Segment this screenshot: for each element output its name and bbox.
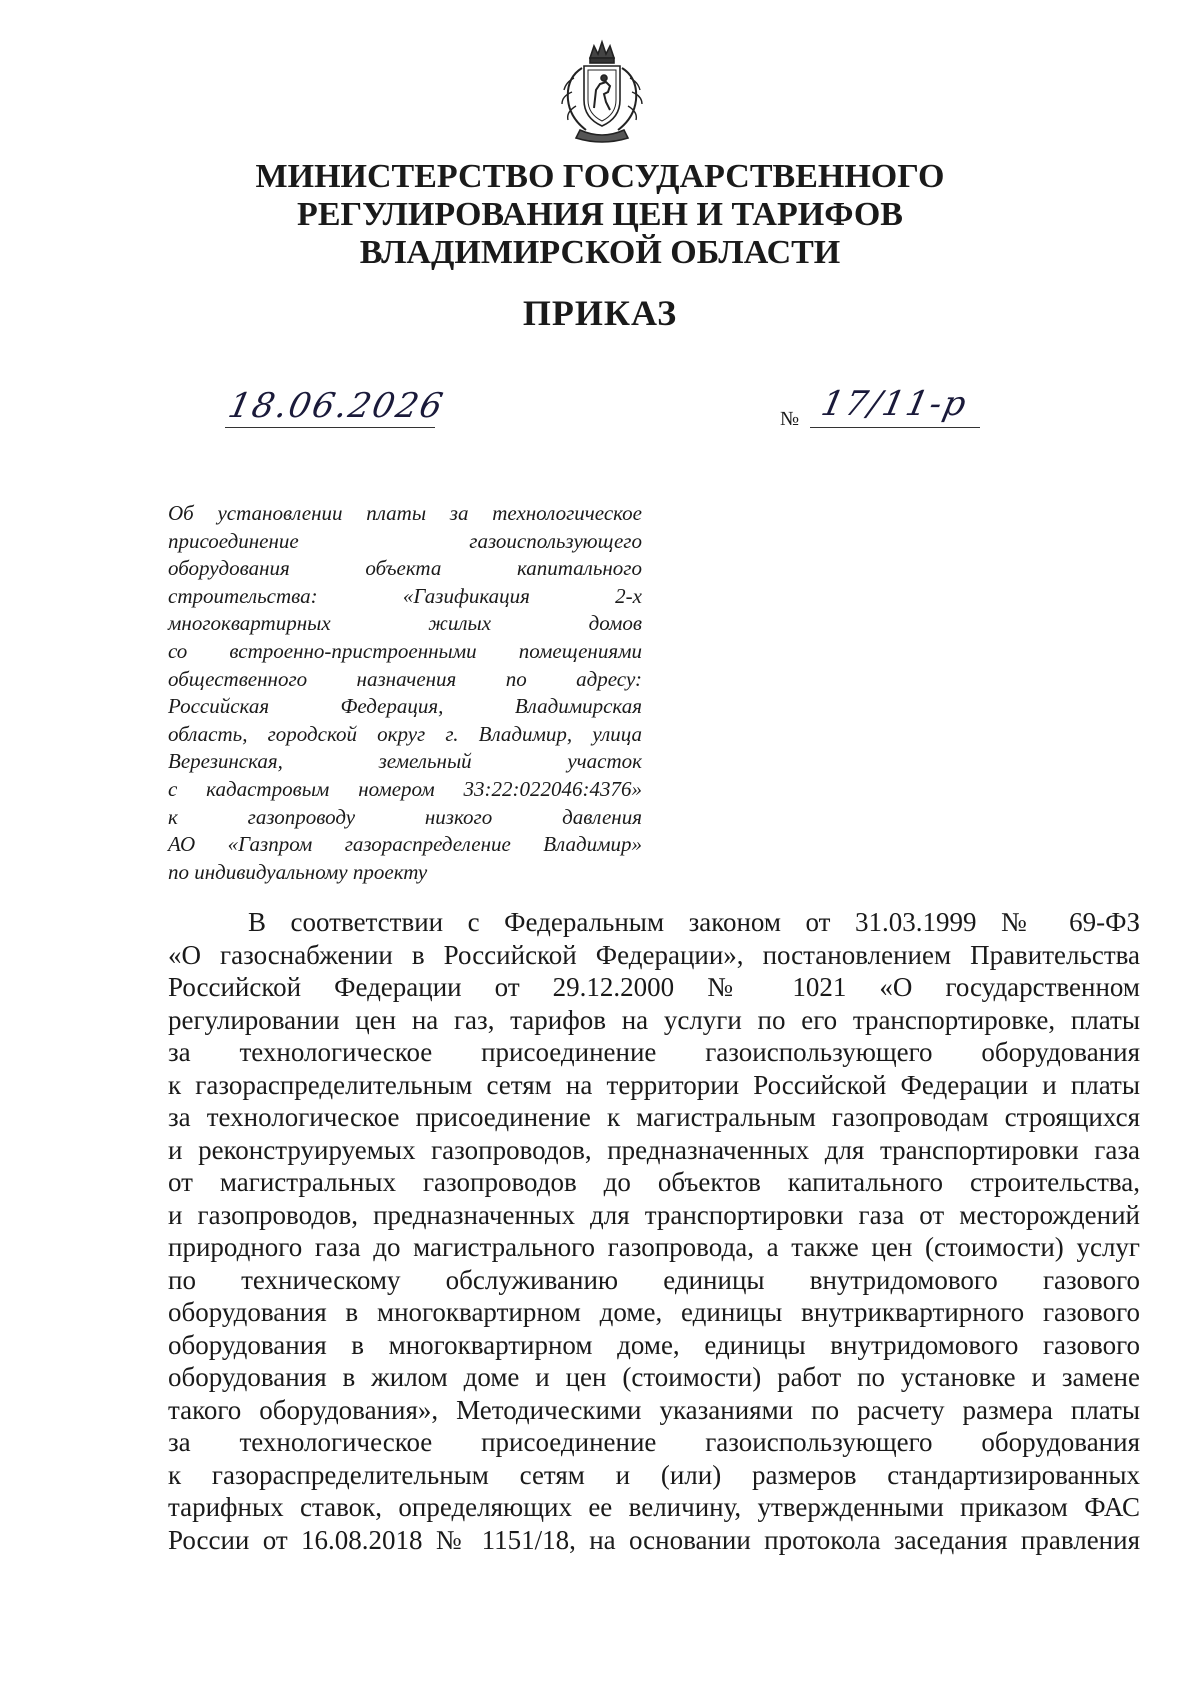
subject-line: с кадастровым номером 33:22:022046:4376» <box>168 776 642 801</box>
subject-line: оборудования объекта капитального <box>168 556 642 581</box>
body-line: такого оборудования», Методическими указаниями по расчету размера платы <box>168 1394 1140 1425</box>
number-underline <box>810 427 980 428</box>
order-title: ПРИКАЗ <box>522 293 678 333</box>
body-line: «О газоснабжении в Российской Федерации», постановлением Правительства <box>168 939 1140 970</box>
body-line: Российской Федерации от 29.12.2000 № 1021 «О государственном <box>168 972 1140 1002</box>
order-subject <box>168 500 642 886</box>
body-line: по техническому обслуживанию единицы внутридомового газового <box>168 1264 1140 1295</box>
coat-of-arms-icon <box>552 38 652 146</box>
body-line: от магистральных газопроводов до объектов капитального строительства, <box>168 1167 1140 1197</box>
ministry-line-1: МИНИСТЕРСТВО ГОСУДАРСТВЕННОГО <box>255 158 945 195</box>
subject-line: многоквартирных жилых домов <box>168 611 642 636</box>
subject-line: строительства: «Газификация 2-х <box>168 583 642 608</box>
order-date-field <box>224 386 448 432</box>
subject-line: присоединение газоиспользующего <box>168 528 642 553</box>
subject-line: к газопроводу низкого давления <box>168 804 642 829</box>
body-line: природного газа до магистрального газопровода, а также цен (стоимости) услуг <box>168 1232 1140 1262</box>
body-line: оборудования в жилом доме и цен (стоимости) работ по установке и замене <box>168 1362 1140 1392</box>
subject-line: Российская Федерация, Владимирская <box>168 694 642 719</box>
ministry-line-2: РЕГУЛИРОВАНИЯ ЦЕН И ТАРИФОВ <box>297 196 903 233</box>
subject-line: общественного назначения по адресу: <box>168 666 642 691</box>
body-line: В соответствии с Федеральным законом от 31.03.1999 № 69-ФЗ <box>248 907 1140 937</box>
body-line: за технологическое присоединение газоиспользующего оборудования <box>168 1037 1140 1067</box>
body-line: тарифных ставок, определяющих ее величину, утвержденными приказом ФАС <box>168 1492 1140 1522</box>
subject-line: Верезинская, земельный участок <box>168 749 642 774</box>
body-line: России от 16.08.2018 № 1151/18, на основании протокола заседания правления <box>168 1524 1140 1555</box>
subject-line: область, городской округ г. Владимир, улица <box>168 721 642 746</box>
date-underline <box>225 427 435 428</box>
order-date: 18.06.2026 <box>224 386 448 426</box>
body-line: регулировании цен на газ, тарифов на услуги по его транспортировке, платы <box>168 1004 1140 1035</box>
body-line: к газораспределительным сетям и (или) размеров стандартизированных <box>168 1459 1140 1490</box>
subject-line: по индивидуальному проекту <box>168 859 428 884</box>
body-line: за технологическое присоединение газоиспользующего оборудования <box>168 1427 1140 1457</box>
body-line: за технологическое присоединение к магистральным газопроводам строящихся <box>168 1102 1140 1132</box>
subject-line: со встроенно-пристроенными помещениями <box>168 638 642 663</box>
body-line: и реконструируемых газопроводов, предназначенных для транспортировки газа <box>168 1134 1140 1165</box>
order-number-field <box>780 384 980 432</box>
subject-line: АО «Газпром газораспределение Владимир» <box>168 832 642 857</box>
body-line: и газопроводов, предназначенных для транспортировки газа от месторождений <box>168 1199 1140 1230</box>
body-line: к газораспределительным сетям на территории Российской Федерации и платы <box>168 1069 1140 1100</box>
ministry-name <box>150 158 1050 272</box>
ministry-line-3: ВЛАДИМИРСКОЙ ОБЛАСТИ <box>359 234 841 271</box>
body-line: оборудования в многоквартирном доме, единицы внутридомового газового <box>168 1329 1140 1360</box>
body-line: оборудования в многоквартирном доме, единицы внутриквартирного газового <box>168 1297 1140 1327</box>
order-number: 17/11-р <box>817 384 972 424</box>
subject-line: Об установлении платы за технологическое <box>168 501 642 525</box>
number-sign: № <box>780 408 800 430</box>
order-body <box>168 906 1140 1556</box>
